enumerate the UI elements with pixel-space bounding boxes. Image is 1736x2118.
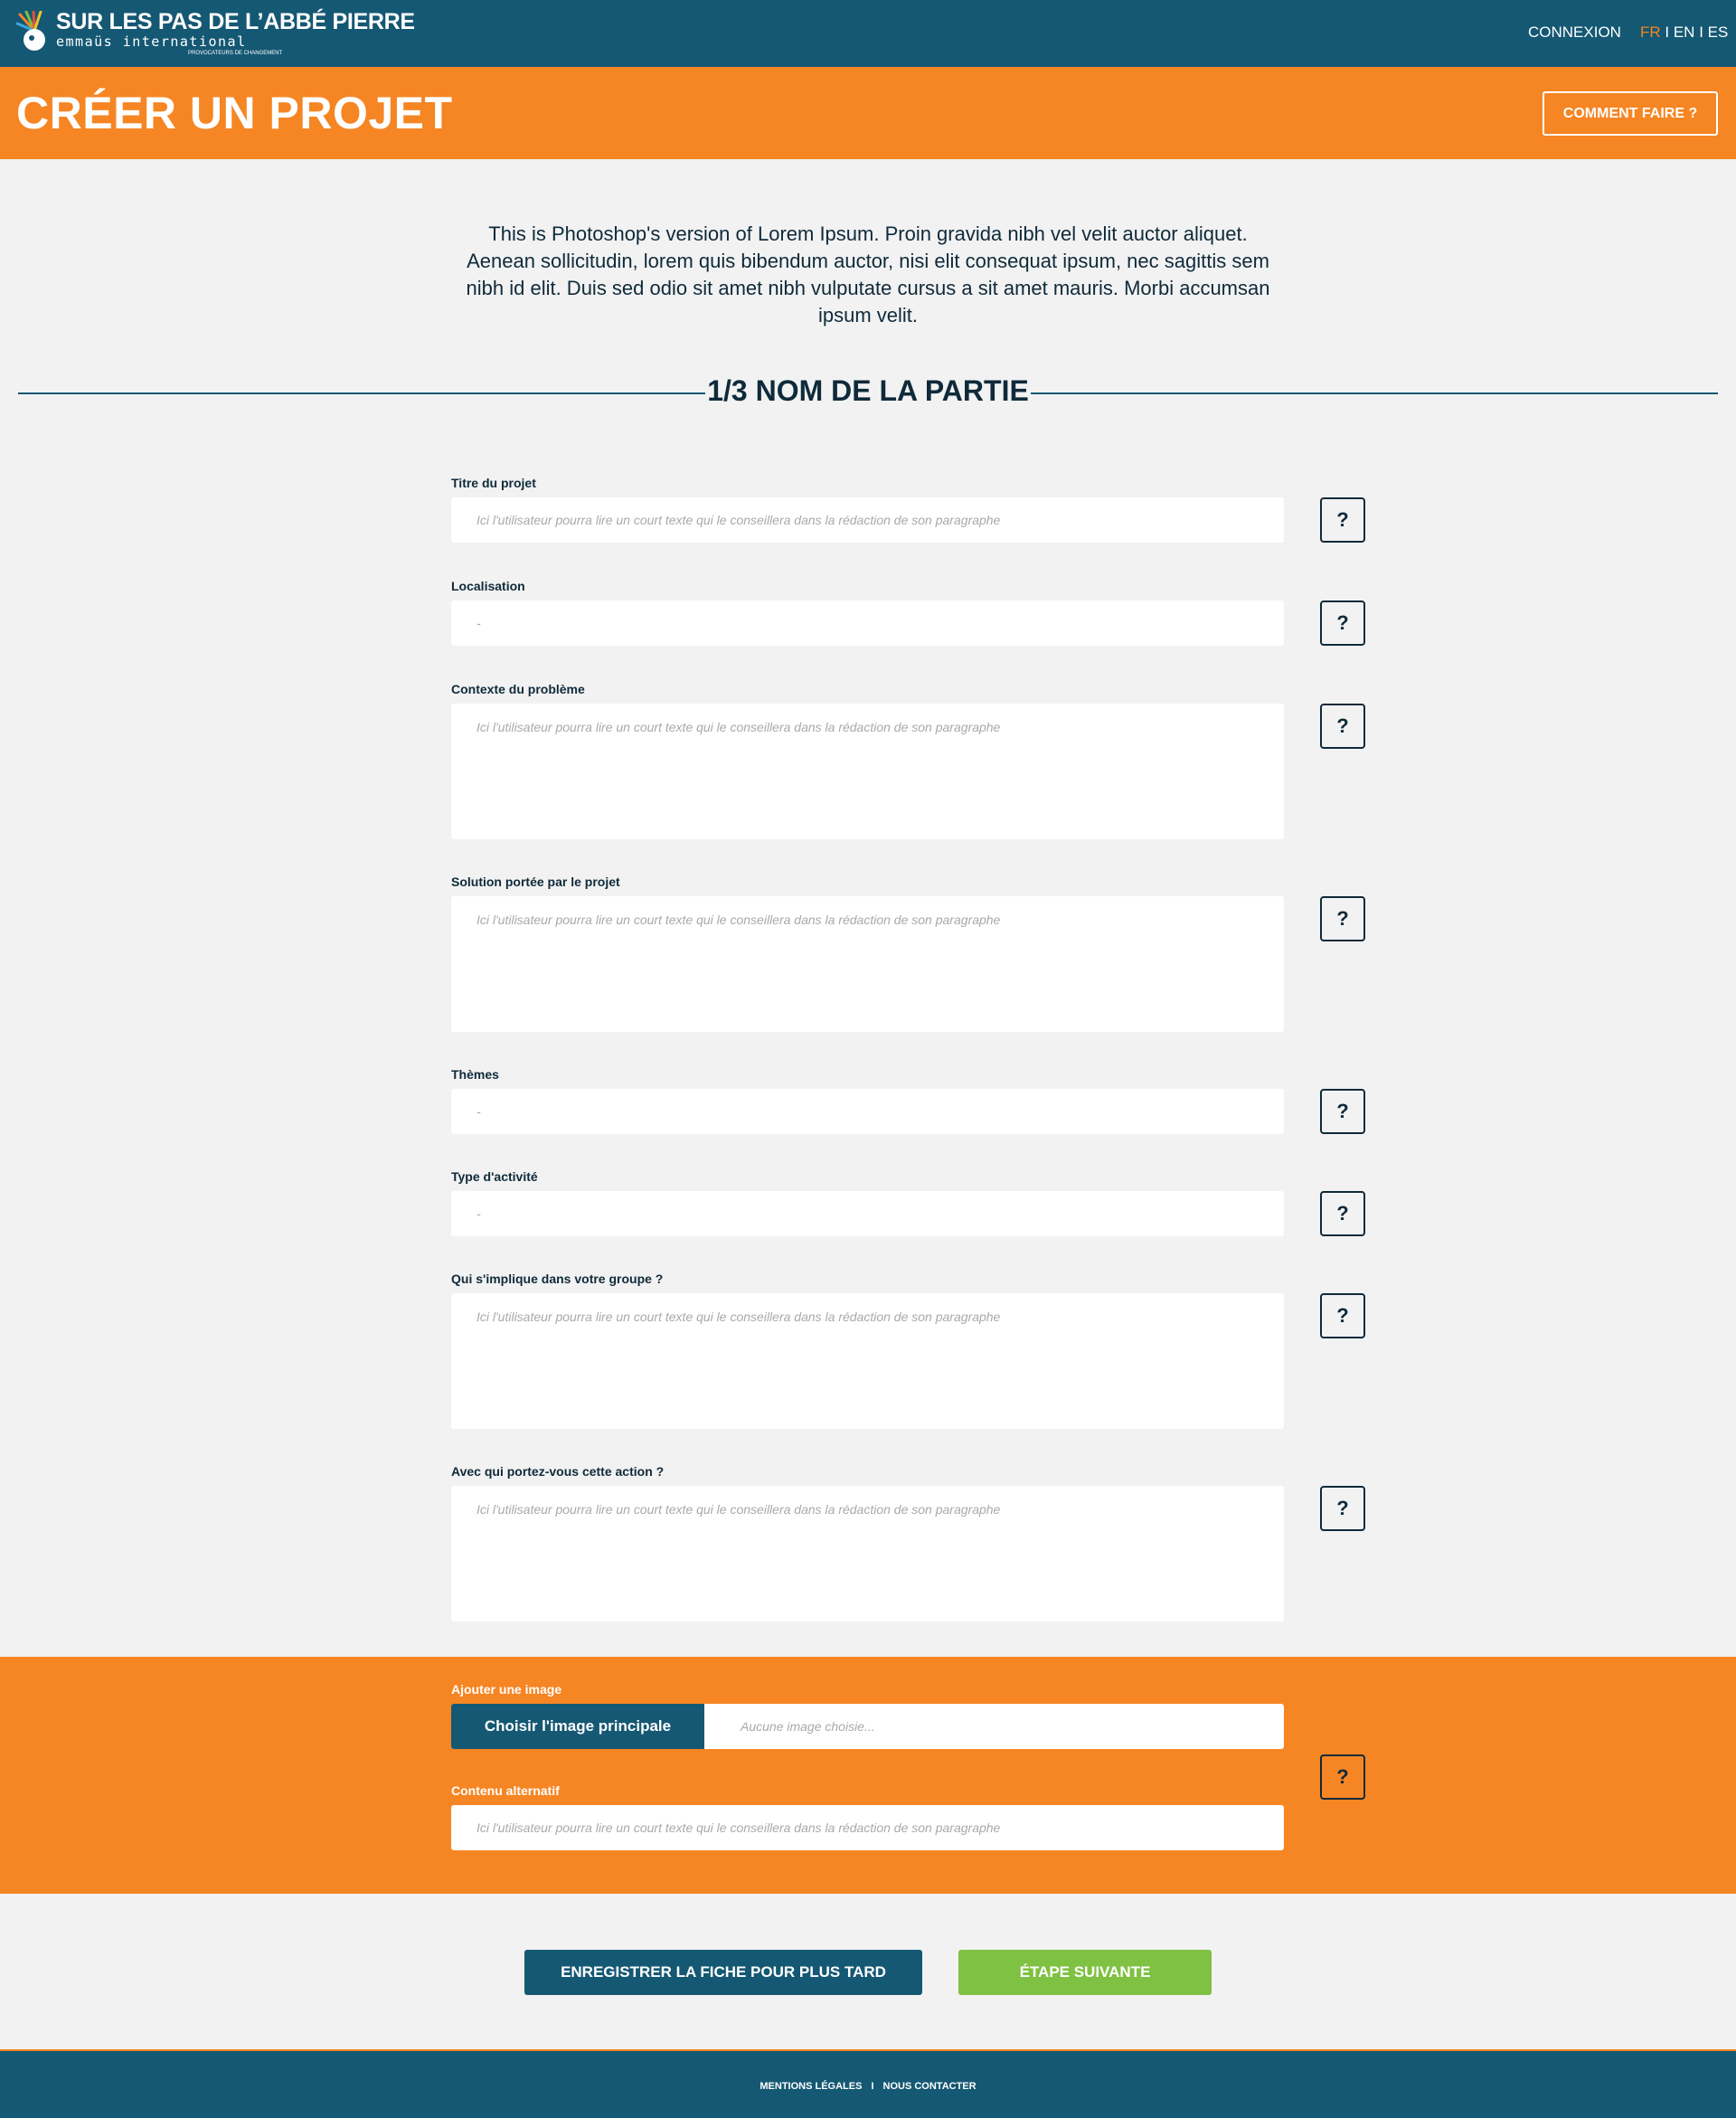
help-button-group[interactable]: ?	[1320, 1293, 1365, 1338]
no-image-status: Aucune image choisie...	[741, 1719, 875, 1734]
choose-image-button[interactable]: Choisir l'image principale	[451, 1704, 704, 1749]
lang-separator: I	[1660, 24, 1674, 41]
project-title-input[interactable]	[451, 497, 1284, 543]
help-button-themes[interactable]: ?	[1320, 1089, 1365, 1134]
section-divider	[18, 392, 705, 394]
themes-label: Thèmes	[451, 1067, 499, 1082]
themes-input[interactable]	[451, 1089, 1284, 1134]
page-title: CRÉER UN PROJET	[16, 88, 453, 138]
activity-type-input[interactable]	[451, 1191, 1284, 1236]
site-logo[interactable]	[16, 7, 415, 60]
next-step-button[interactable]: ÉTAPE SUIVANTE	[958, 1950, 1212, 1995]
logo-title: SUR LES PAS DE L’ABBÉ PIERRE	[56, 9, 415, 34]
solution-textarea[interactable]	[451, 896, 1284, 1032]
save-for-later-button[interactable]: ENREGISTRER LA FICHE POUR PLUS TARD	[524, 1950, 922, 1995]
location-label: Localisation	[451, 579, 525, 593]
partners-textarea[interactable]	[451, 1486, 1284, 1622]
page-banner	[0, 67, 1736, 159]
help-button-location[interactable]: ?	[1320, 600, 1365, 646]
partners-label: Avec qui portez-vous cette action ?	[451, 1464, 665, 1479]
add-image-label: Ajouter une image	[451, 1682, 562, 1697]
logo-subtitle: emmaüs international	[56, 33, 247, 50]
help-button-title[interactable]: ?	[1320, 497, 1365, 543]
help-button-activity[interactable]: ?	[1320, 1191, 1365, 1236]
project-title-label: Titre du projet	[451, 476, 536, 490]
language-switcher	[1640, 24, 1728, 42]
footer-separator: I	[871, 2081, 874, 2092]
solution-label: Solution portée par le projet	[451, 875, 620, 889]
activity-type-label: Type d'activité	[451, 1169, 538, 1184]
emmaus-logo-icon	[16, 11, 54, 54]
alt-text-label: Contenu alternatif	[451, 1783, 560, 1798]
contact-link[interactable]: NOUS CONTACTER	[882, 2081, 976, 2092]
lang-fr[interactable]: FR	[1640, 24, 1661, 41]
context-label: Contexte du problème	[451, 682, 585, 696]
image-upload-section	[0, 1657, 1736, 1894]
group-label: Qui s'implique dans votre groupe ?	[451, 1272, 664, 1286]
login-link[interactable]: CONNEXION	[1528, 24, 1621, 41]
lang-separator: I	[1694, 24, 1708, 41]
site-header	[0, 0, 1736, 67]
footer-links	[0, 2081, 1736, 2092]
help-button-context[interactable]: ?	[1320, 704, 1365, 749]
help-button-partners[interactable]: ?	[1320, 1486, 1365, 1531]
logo-tagline: PROVOCATEURS DE CHANGEMENT	[188, 51, 283, 56]
context-textarea[interactable]	[451, 704, 1284, 839]
site-footer	[0, 2049, 1736, 2118]
lang-en[interactable]: EN	[1673, 24, 1695, 41]
intro-text: This is Photoshop's version of Lorem Ipsum. Proin gravida nibh vel velit auctor aliquet. Aenean sollicitudin, lorem quis bibendum auctor, nisi elit consequat ipsum, nec sagittis sem nibh id elit. Duis sed odio sit amet nibh vulputate cursus a sit amet mauris. Morbi accumsan ipsum velit.	[466, 222, 1270, 326]
lang-es[interactable]: ES	[1707, 24, 1729, 41]
help-button-solution[interactable]: ?	[1320, 896, 1365, 941]
image-file-picker	[451, 1704, 1284, 1749]
how-to-button[interactable]: COMMENT FAIRE ?	[1543, 91, 1718, 136]
legal-notice-link[interactable]: MENTIONS LÉGALES	[760, 2081, 863, 2092]
section-title: 1/3 NOM DE LA PARTIE	[707, 374, 1029, 407]
group-textarea[interactable]	[451, 1293, 1284, 1429]
help-button-image[interactable]: ?	[1320, 1754, 1365, 1800]
alt-text-input[interactable]	[451, 1805, 1284, 1850]
section-divider	[1031, 392, 1718, 394]
location-input[interactable]	[451, 600, 1284, 646]
